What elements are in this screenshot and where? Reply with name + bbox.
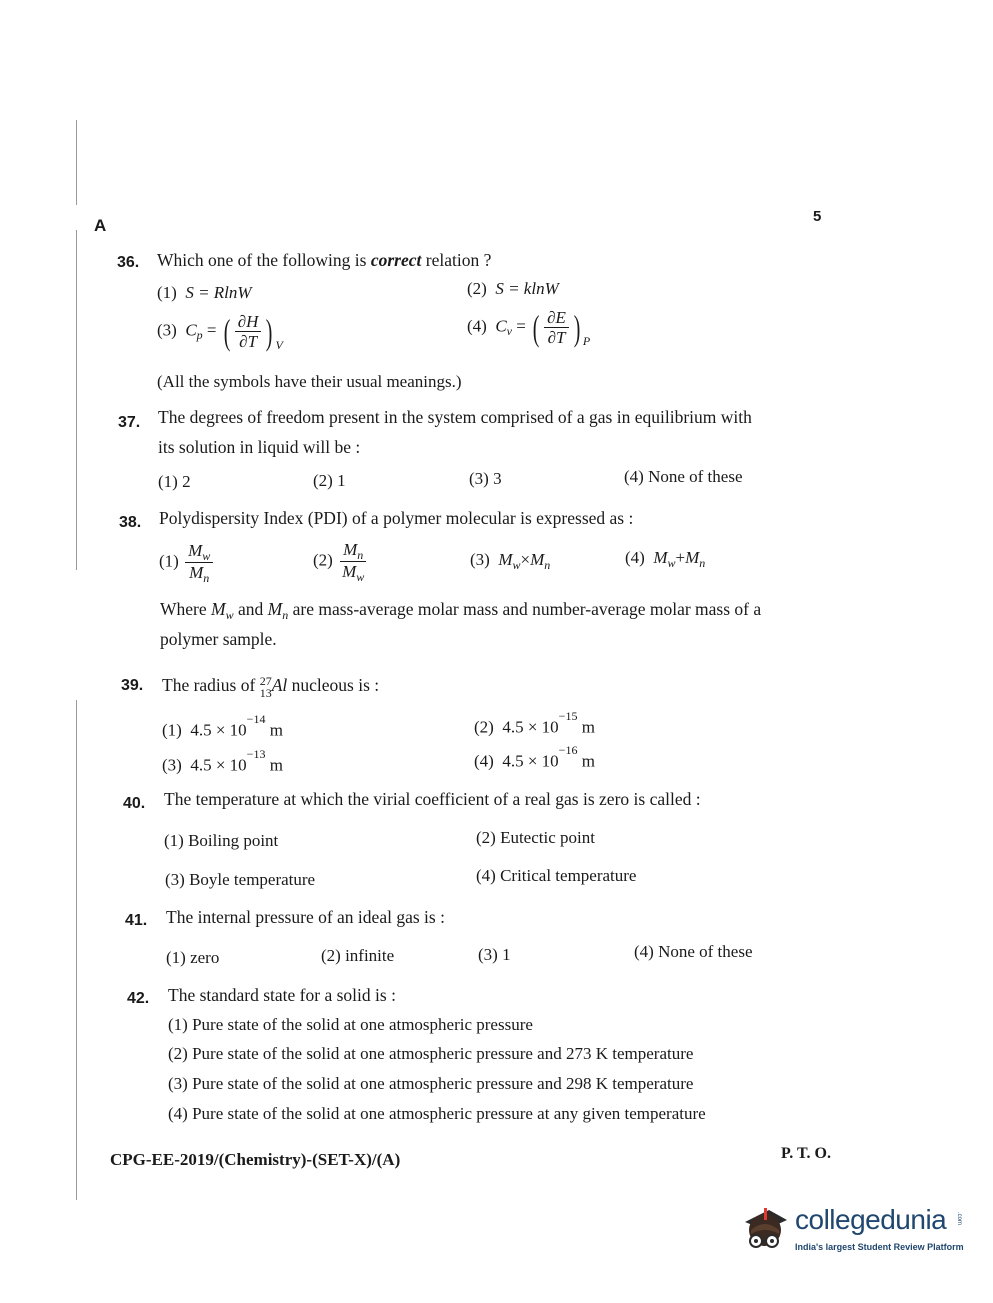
q38-option-1-den-symbol: M [189, 563, 204, 582]
q36-option-2 [467, 279, 559, 299]
scan-margin-line-bottom [76, 700, 77, 1200]
q38-option-1-num-sub: w [202, 549, 211, 563]
q41-option-3: (3) 1 [478, 945, 511, 964]
q37-stem-line-1: The degrees of freedom present in the system comprised of a gas in equilibrium with [158, 407, 752, 427]
q38-note-line-2: polymer sample. [160, 629, 277, 649]
q36-stem-before: Which one of the following is [157, 250, 371, 270]
q38-option-3-label: (3) [470, 550, 490, 569]
q39-element-symbol: Al [271, 675, 288, 696]
q38-note-where: Where [160, 599, 212, 619]
q38-option-1-fraction [185, 541, 213, 584]
q36-option-3-label: (3) [157, 320, 177, 340]
q38-option-1-denominator [186, 563, 212, 584]
q36-option-2-expr: S = klnW [495, 279, 559, 298]
q38-option-1-num-symbol: M [188, 541, 203, 560]
q37-stem-line-2: its solution in liquid will be : [158, 437, 361, 457]
q39-stem [162, 675, 379, 699]
q41-option-4: (4) None of these [634, 942, 753, 961]
q39-option-3-base: 4.5 × 10 [190, 755, 247, 775]
q36-option-3-paren-close: ) [266, 311, 273, 352]
q37-number: 37. [118, 414, 141, 431]
q38-stem: Polydispersity Index (PDI) of a polymer molecular is expressed as : [159, 508, 634, 528]
q37-option-3: (3) 3 [469, 469, 502, 488]
q39-option-3-exponent: −13 [246, 747, 266, 761]
q36-option-4-subscript: P [582, 334, 591, 349]
q42-number: 42. [127, 990, 150, 1007]
q39-number: 39. [121, 677, 144, 694]
q38-option-3-b-sub: n [544, 558, 551, 572]
q36-stem-after: relation ? [421, 250, 492, 270]
q36-option-1-expr: S = RlnW [185, 283, 252, 302]
q39-atomic-number: 13 [259, 686, 272, 700]
q38-number: 38. [119, 514, 142, 531]
q39-option-2-base: 4.5 × 10 [502, 717, 559, 737]
q38-option-4-a: M [653, 548, 668, 567]
mascot-icon [735, 1200, 795, 1260]
q40-option-1: (1) Boiling point [164, 831, 279, 850]
q39-option-4-label: (4) [474, 751, 494, 771]
q38-option-2-den-symbol: M [342, 562, 357, 581]
q39-option-4-unit: m [577, 751, 595, 771]
q36-option-1-label: (1) [157, 283, 177, 302]
q39-option-2-unit: m [577, 717, 595, 737]
q39-option-3 [162, 747, 283, 776]
q36-option-4: (4) $C_v$ = ( $\frac{\partial E}{\partial T}$ ) $_P$ [467, 307, 591, 349]
q38-note-mw: M [211, 599, 226, 619]
q42-option-2: (2) Pure state of the solid at one atmospheric pressure and 273 K temperature [168, 1044, 694, 1063]
q39-option-4 [474, 743, 595, 772]
q38-option-4-b: M [685, 548, 700, 567]
q39-stem-after: nucleous is : [287, 675, 380, 696]
q36-option-3-numerator: ∂H [235, 312, 262, 332]
q38-option-4-a-sub: w [667, 556, 676, 570]
q39-option-4-exponent: −16 [558, 743, 578, 757]
collegedunia-watermark [735, 1196, 965, 1268]
q39-option-1 [162, 712, 283, 741]
q38-option-4 [625, 548, 705, 568]
q36-option-3: (3) $C_p$ = ( $\frac{\partial H}{\partial T}$ ) $_V$ [157, 311, 283, 353]
q40-option-2: (2) Eutectic point [476, 828, 595, 847]
q39-option-1-base: 4.5 × 10 [190, 720, 247, 740]
q36-stem [157, 250, 491, 271]
q36-option-4-numerator: ∂E [544, 308, 569, 328]
q41-number: 41. [125, 912, 148, 929]
q39-option-4-base: 4.5 × 10 [502, 751, 559, 771]
pto-mark: P. T. O. [781, 1145, 831, 1162]
q38-note-line-1 [160, 599, 761, 620]
q41-option-1: (1) zero [166, 948, 220, 967]
q38-option-3-b: M [530, 550, 545, 569]
q36-option-4-paren-open: ( [532, 307, 540, 348]
q39-option-2-exponent: −15 [558, 709, 578, 723]
scan-margin-line-top [76, 120, 77, 205]
q39-option-1-label: (1) [162, 720, 182, 740]
q38-note-and: and [233, 599, 268, 619]
q38-option-4-b-sub: n [699, 556, 706, 570]
q37-option-4: (4) None of these [624, 467, 743, 486]
q36-option-1 [157, 283, 252, 303]
q39-stem-before: The radius of [162, 675, 260, 696]
q38-option-4-label: (4) [625, 548, 645, 567]
q36-option-4-label: (4) [467, 316, 487, 336]
q38-note-mn: M [267, 599, 283, 619]
q40-stem: The temperature at which the virial coefficient of a real gas is zero is called : [164, 789, 701, 809]
q42-option-4: (4) Pure state of the solid at one atmospheric pressure at any given temperature [168, 1104, 706, 1123]
q38-option-4-operator: + [675, 548, 686, 567]
q40-option-4: (4) Critical temperature [476, 866, 637, 885]
q36-option-3-denominator: ∂T [239, 332, 258, 351]
q41-stem: The internal pressure of an ideal gas is : [166, 907, 445, 927]
q36-option-4-fraction [544, 308, 569, 347]
brand-tagline: India's largest Student Review Platform [795, 1242, 964, 1252]
q40-number: 40. [123, 795, 146, 812]
q36-option-3-lhs-sub: p [196, 328, 203, 343]
q38-option-1-numerator [185, 541, 213, 563]
q38-option-2-num-sub: n [357, 548, 364, 562]
set-letter: A [94, 216, 107, 235]
q36-option-3-paren-open: ( [223, 311, 231, 352]
q38-option-1 [159, 541, 215, 584]
q39-option-2 [474, 709, 595, 738]
q38-note-mn-sub: n [282, 608, 289, 622]
q38-option-3-a-sub: w [512, 558, 521, 572]
q36-option-4-lhs: C [495, 316, 507, 336]
q36-option-4-paren-close: ) [573, 307, 581, 348]
q36-note: (All the symbols have their usual meanings.) [157, 372, 462, 391]
q38-option-2-den-sub: w [356, 570, 365, 584]
q41-option-2: (2) infinite [321, 946, 395, 965]
q38-option-2 [313, 540, 369, 583]
paper-code: CPG-EE-2019/(Chemistry)-(SET-X)/(A) [110, 1150, 401, 1169]
brand-name: collegedunia [795, 1204, 947, 1235]
scan-margin-line-middle [76, 230, 77, 570]
q38-option-2-num-symbol: M [343, 540, 358, 559]
brand-com: .com [956, 1212, 962, 1226]
q38-option-2-label: (2) [313, 550, 333, 570]
q36-option-3-subscript: V [275, 338, 283, 353]
q38-note-mw-sub: w [225, 608, 234, 622]
q39-option-2-label: (2) [474, 717, 494, 737]
q38-option-2-numerator [340, 540, 366, 562]
q42-option-3: (3) Pure state of the solid at one atmospheric pressure and 298 K temperature [168, 1074, 694, 1093]
q38-option-3 [470, 550, 550, 570]
q38-option-1-den-sub: n [203, 571, 210, 585]
q42-stem: The standard state for a solid is : [168, 985, 396, 1005]
q39-option-3-unit: m [265, 755, 283, 775]
q36-option-3-lhs: C [185, 320, 197, 340]
q37-option-1: (1) 2 [158, 472, 191, 491]
q38-option-3-a: M [498, 550, 513, 569]
q39-mass-number: 27 [259, 674, 272, 688]
q38-note-rest: are mass-average molar mass and number-average molar mass of a [288, 599, 762, 619]
q36-option-3-fraction [235, 312, 262, 351]
q37-option-2: (2) 1 [313, 471, 346, 490]
q40-option-3: (3) Boyle temperature [165, 870, 316, 889]
q36-option-4-denominator: ∂T [547, 328, 566, 347]
q38-option-1-label: (1) [159, 551, 179, 571]
q38-option-2-fraction [339, 540, 367, 583]
q36-number: 36. [117, 254, 140, 271]
q42-option-1: (1) Pure state of the solid at one atmospheric pressure [168, 1015, 533, 1034]
q38-option-2-denominator [339, 562, 367, 583]
q39-option-1-unit: m [265, 720, 283, 740]
q36-option-2-label: (2) [467, 279, 487, 298]
q36-stem-emphasis: correct [370, 250, 422, 270]
page-number: 5 [813, 208, 822, 225]
q39-option-1-exponent: −14 [246, 712, 266, 726]
q39-option-3-label: (3) [162, 755, 182, 775]
q38-option-3-operator: × [520, 550, 531, 569]
q39-nuclide-numbers [260, 675, 272, 699]
q36-option-4-lhs-sub: v [506, 324, 512, 339]
